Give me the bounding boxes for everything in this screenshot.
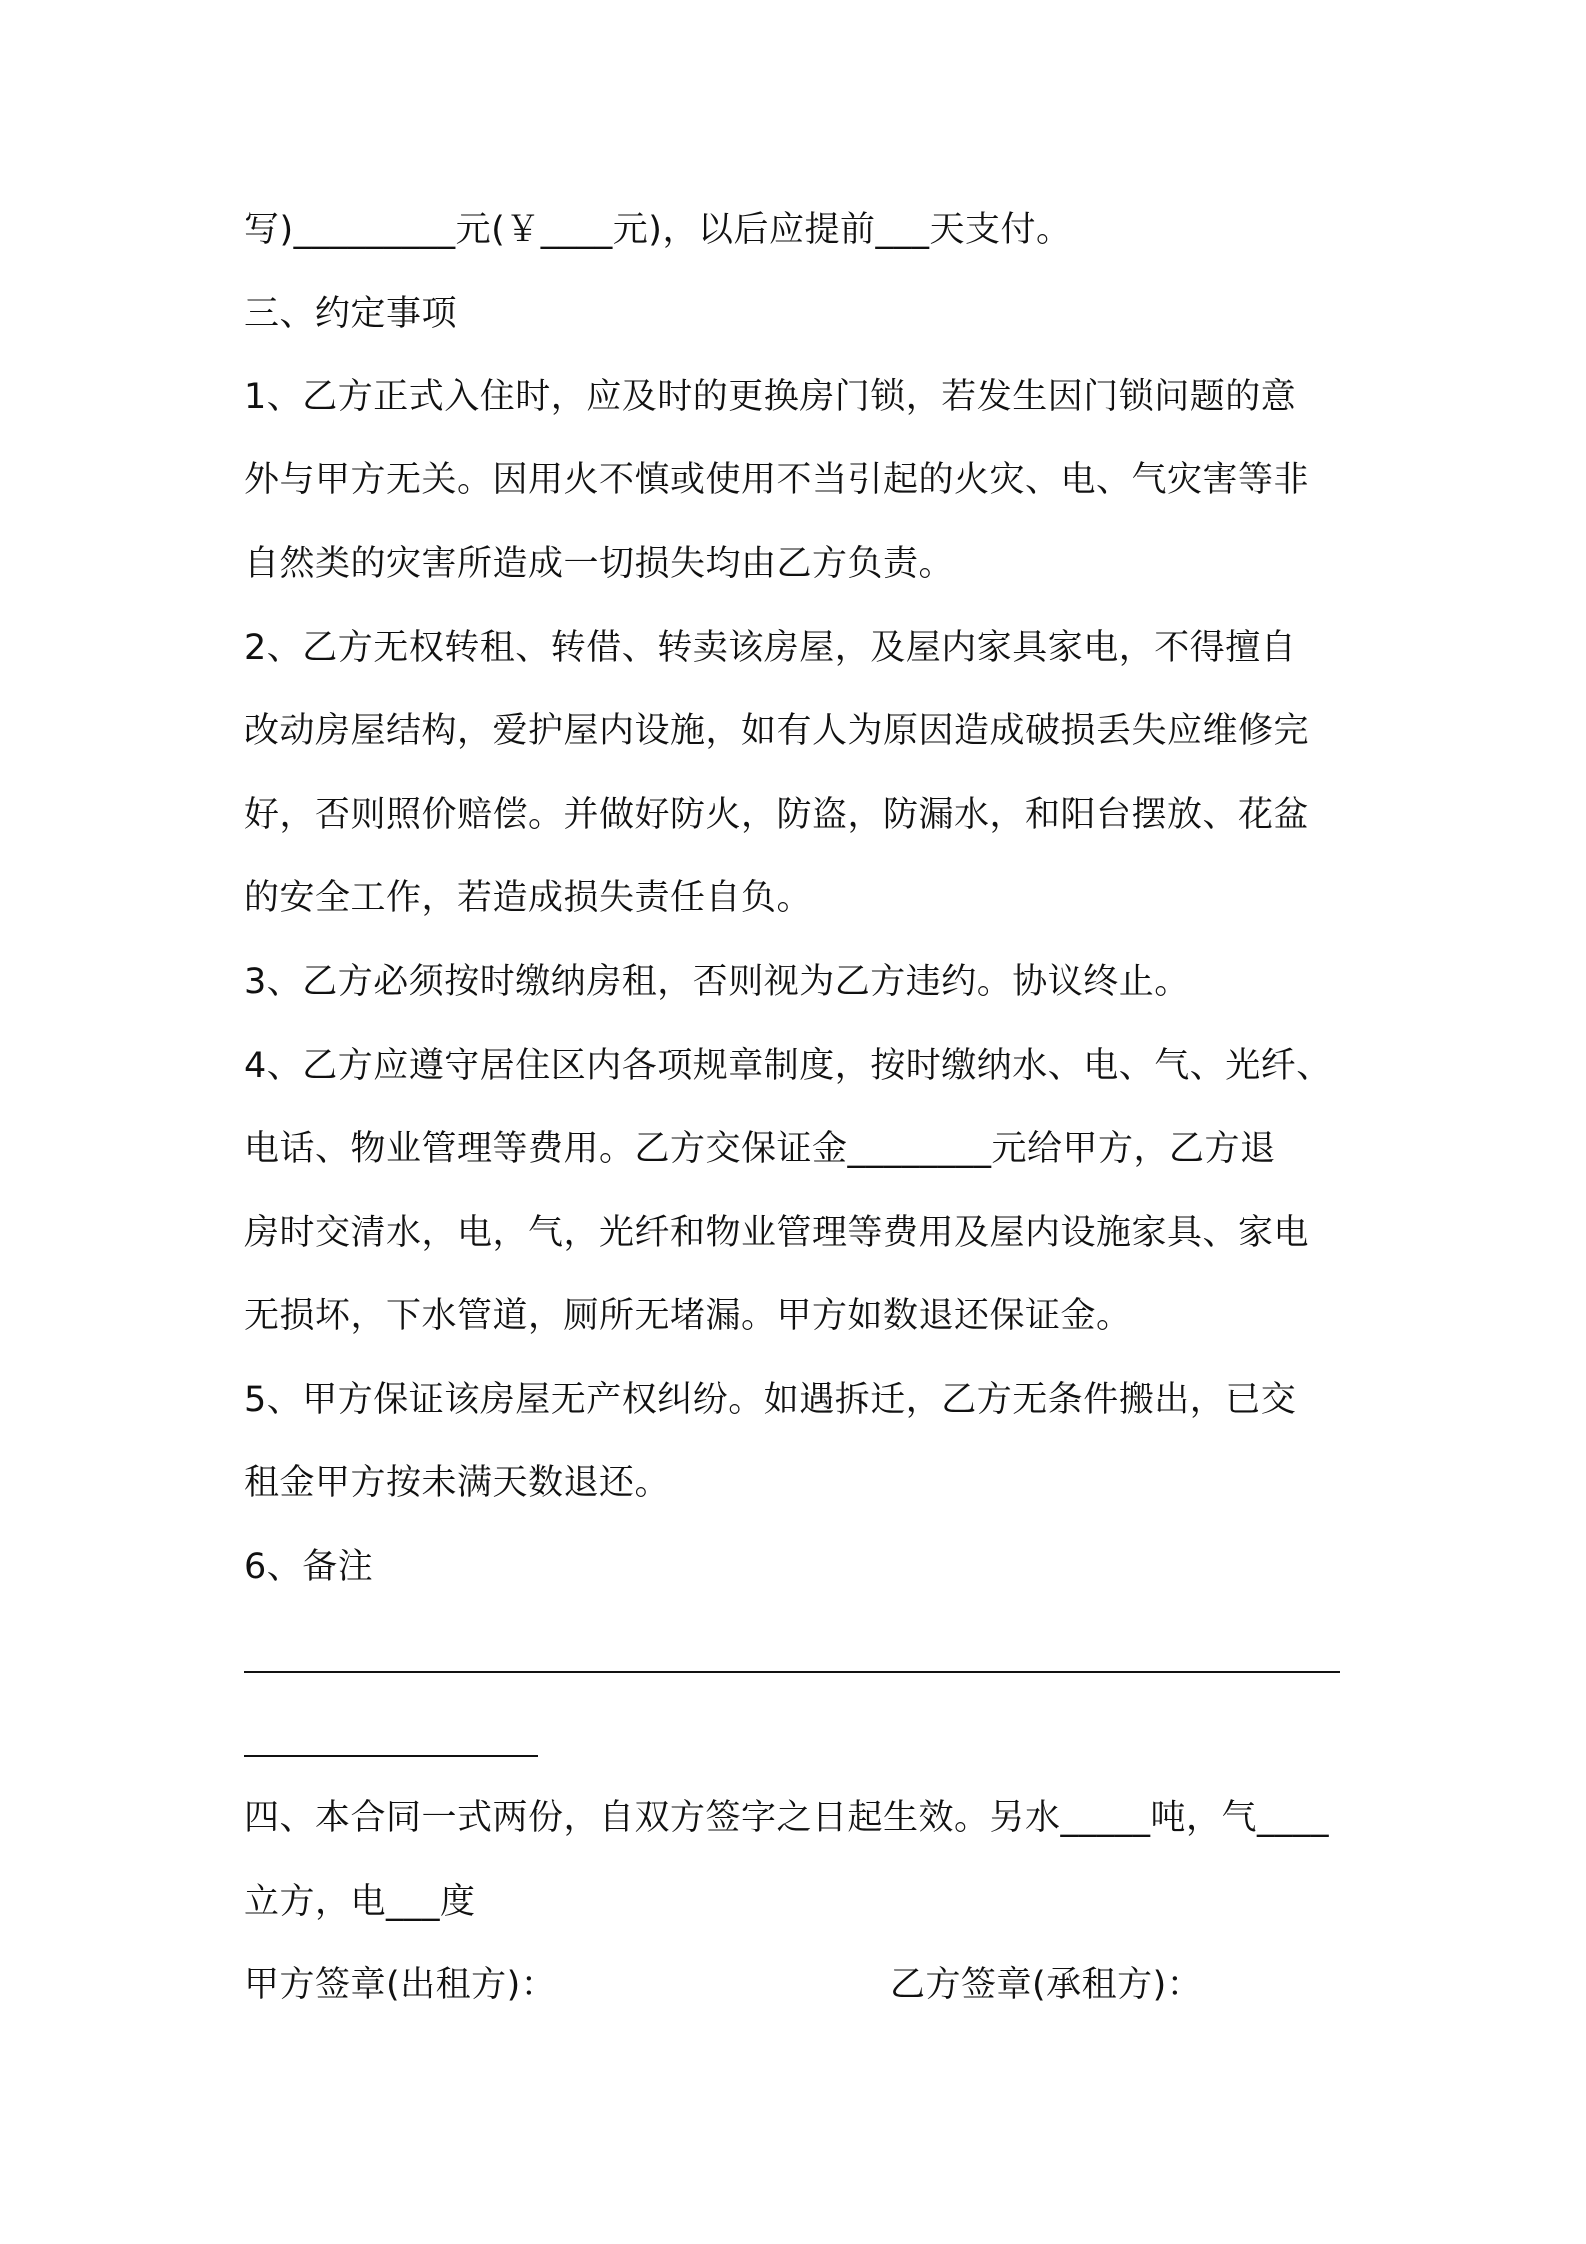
clause-1-line-2: 外与甲方无关。因用火不慎或使用不当引起的火灾、电、气灾害等非 xyxy=(244,460,1310,500)
clause-5-line-2: 租金甲方按未满天数退还。 xyxy=(244,1463,671,1503)
party-a-signature-label: 甲方签章(出租方)： xyxy=(244,1965,557,2005)
section-4-line-1: 四、本合同一式两份，自双方签字之日起生效。另水_____吨，气____ xyxy=(244,1798,1330,1838)
clause-3-line-1: 3、乙方必须按时缴纳房租，否则视为乙方违约。协议终止。 xyxy=(244,962,1190,1002)
remarks-blank-line-2 xyxy=(244,1755,538,1757)
payment-terms-line: 写)_________元(￥____元)，以后应提前___天支付。 xyxy=(244,210,1072,250)
remarks-blank-line-1 xyxy=(244,1671,1340,1673)
section-heading-agreed-matters: 三、约定事项 xyxy=(244,294,458,334)
clause-4-line-1: 4、乙方应遵守居住区内各项规章制度，按时缴纳水、电、气、光纤、 xyxy=(244,1046,1332,1086)
clause-2-line-4: 的安全工作，若造成损失责任自负。 xyxy=(244,878,813,918)
section-4-line-2: 立方，电___度 xyxy=(244,1882,476,1922)
clause-4-line-4: 无损坏，下水管道，厕所无堵漏。甲方如数退还保证金。 xyxy=(244,1296,1132,1336)
clause-5-line-1: 5、甲方保证该房屋无产权纠纷。如遇拆迁，乙方无条件搬出，已交 xyxy=(244,1380,1297,1420)
clause-1-line-1: 1、乙方正式入住时，应及时的更换房门锁，若发生因门锁问题的意 xyxy=(244,377,1297,417)
clause-4-line-3: 房时交清水，电，气，光纤和物业管理等费用及屋内设施家具、家电 xyxy=(244,1213,1310,1253)
clause-2-line-2: 改动房屋结构，爱护屋内设施，如有人为原因造成破损丢失应维修完 xyxy=(244,711,1310,751)
clause-4-line-2: 电话、物业管理等费用。乙方交保证金________元给甲方，乙方退 xyxy=(244,1129,1276,1169)
clause-1-line-3: 自然类的灾害所造成一切损失均由乙方负责。 xyxy=(244,544,955,584)
clause-2-line-1: 2、乙方无权转租、转借、转卖该房屋，及屋内家具家电，不得擅自 xyxy=(244,628,1297,668)
clause-6-remarks-label: 6、备注 xyxy=(244,1547,374,1587)
party-b-signature-label: 乙方签章(承租方)： xyxy=(890,1965,1203,2005)
clause-2-line-3: 好，否则照价赔偿。并做好防火，防盗，防漏水，和阳台摆放、花盆 xyxy=(244,795,1310,835)
